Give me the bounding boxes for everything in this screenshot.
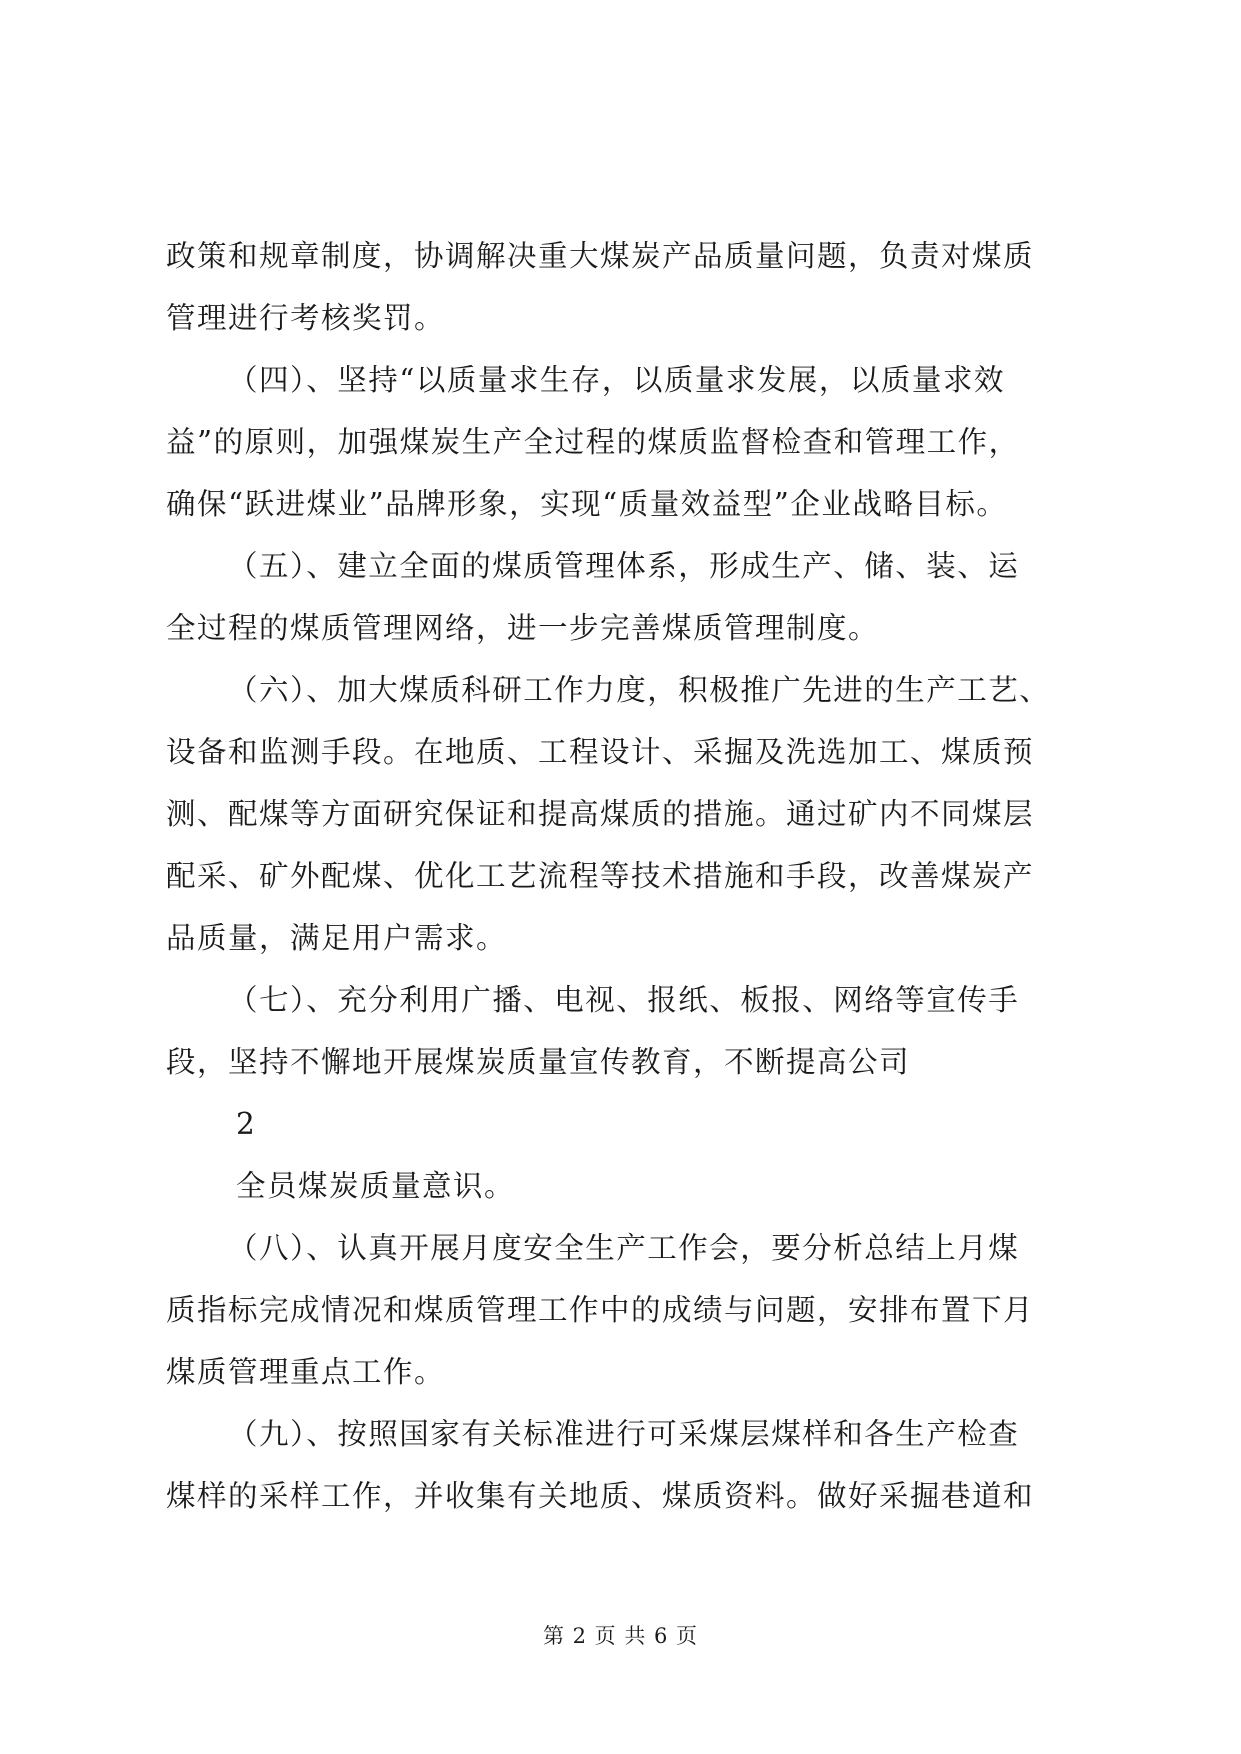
paragraph-9-start: （九）、按照国家有关标准进行可采煤层煤样和各生产检查	[228, 1417, 1020, 1451]
text-line: 煤样的采样工作，并收集有关地质、煤质资料。做好采掘巷道和	[166, 1479, 1035, 1513]
paragraph-8-start: （八）、认真开展月度安全生产工作会，要分析总结上月煤	[228, 1231, 1020, 1265]
paragraph-4-start: （四）、坚持“以质量求生存，以质量求发展，以质量求效	[228, 363, 1005, 397]
text-line: 全员煤炭质量意识。	[236, 1169, 516, 1203]
paragraph-5-start: （五）、建立全面的煤质管理体系，形成生产、储、装、运	[228, 549, 1020, 583]
paragraph-7-start: （七）、充分利用广播、电视、报纸、板报、网络等宣传手	[228, 983, 1020, 1017]
inline-page-number: 2	[236, 1107, 257, 1141]
text-line: 管理进行考核奖罚。	[166, 301, 446, 335]
text-line: 品质量，满足用户需求。	[166, 921, 508, 955]
text-line: 配采、矿外配煤、优化工艺流程等技术措施和手段，改善煤炭产	[166, 859, 1035, 893]
text-line: 政策和规章制度，协调解决重大煤炭产品质量问题，负责对煤质	[166, 239, 1035, 273]
text-line: 益”的原则，加强煤炭生产全过程的煤质监督检查和管理工作，	[166, 425, 1020, 459]
text-line: 全过程的煤质管理网络，进一步完善煤质管理制度。	[166, 611, 880, 645]
text-line: 测、配煤等方面研究保证和提高煤质的措施。通过矿内不同煤层	[166, 797, 1035, 831]
page-number-label: 第 2 页 共 6 页	[542, 1624, 699, 1648]
paragraph-6-start: （六）、加大煤质科研工作力度，积极推广先进的生产工艺、	[228, 673, 1051, 707]
text-line: 确保“跃进煤业”品牌形象，实现“质量效益型”企业战略目标。	[166, 487, 1008, 521]
text-line: 段，坚持不懈地开展煤炭质量宣传教育，不断提高公司	[166, 1045, 911, 1079]
text-line: 煤质管理重点工作。	[166, 1355, 446, 1389]
page-footer	[0, 1620, 1241, 1650]
document-body	[166, 225, 1086, 1527]
text-line: 质指标完成情况和煤质管理工作中的成绩与问题，安排布置下月	[166, 1293, 1035, 1327]
text-line: 设备和监测手段。在地质、工程设计、采掘及洗选加工、煤质预	[166, 735, 1035, 769]
